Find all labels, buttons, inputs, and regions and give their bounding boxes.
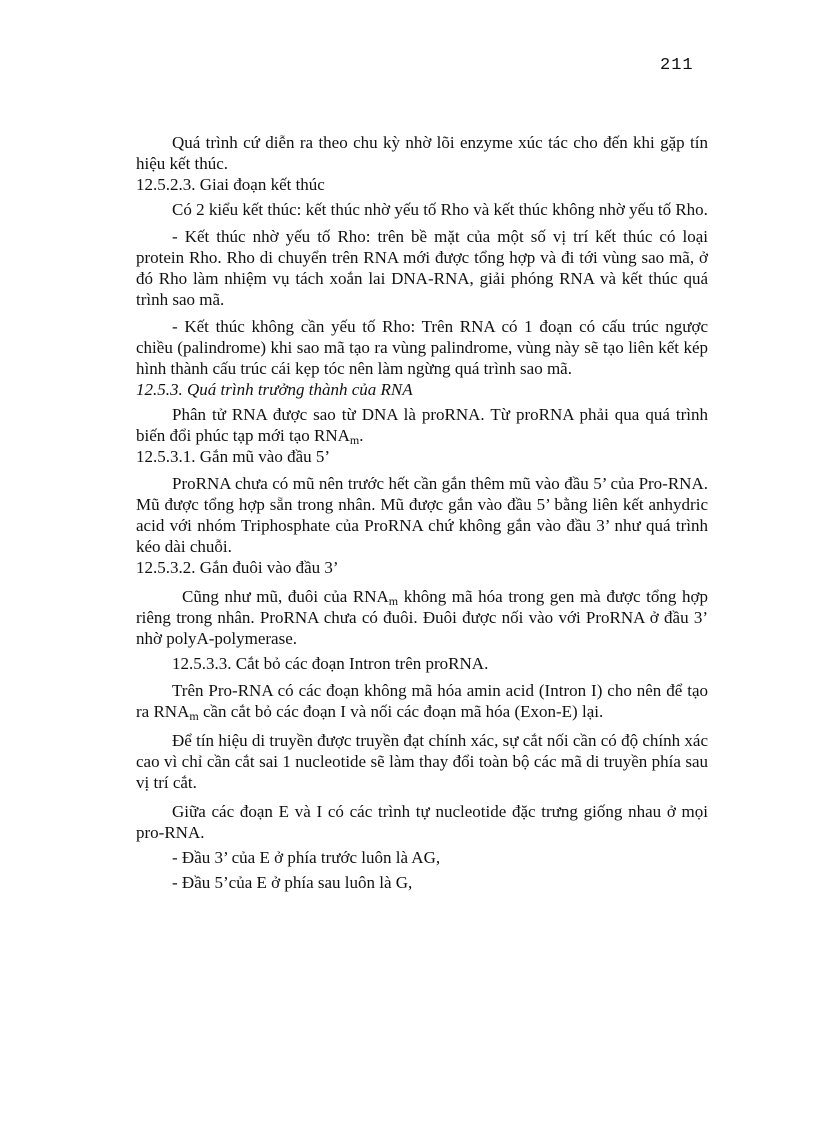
heading-12-5-3-2: 12.5.3.2. Gắn đuôi vào đầu 3’ xyxy=(136,558,339,577)
text-segment: Cũng như mũ, đuôi của RNA xyxy=(182,587,389,606)
paragraph-sequences: Giữa các đoạn E và I có các trình tự nucleotide đặc trưng giống nhau ở mọi pro-RNA. xyxy=(136,802,708,842)
page-body xyxy=(136,132,708,893)
subscript: m xyxy=(388,594,399,608)
paragraph-intron xyxy=(136,680,708,722)
heading-12-5-3-3: 12.5.3.3. Cắt bỏ các đoạn Intron trên proRNA. xyxy=(172,654,489,673)
paragraph-cap: ProRNA chưa có mũ nên trước hết cần gắn thêm mũ vào đầu 5’ của Pro-RNA. Mũ được tổng hợp sẵn trong nhân. Mũ được gắn vào đầu 5’ bằng liên kết anhydric acid với nhóm Triphosphate của ProRNA chứ không gắn vào đầu 3’ như quá trình kéo dài chuỗi. xyxy=(136,474,708,556)
list-item-3-end: - Đầu 3’ của E ở phía trước luôn là AG, xyxy=(172,848,441,867)
list-item-5-end: - Đầu 5’của E ở phía sau luôn là G, xyxy=(172,873,413,892)
paragraph-accuracy: Để tín hiệu di truyền được truyền đạt chính xác, sự cắt nối cần có độ chính xác cao vì chỉ cần cắt sai 1 nucleotide sẽ làm thay đổi toàn bộ các mã di truyền phía sau vị trí cắt. xyxy=(136,731,708,792)
paragraph-rho-dependent: - Kết thúc nhờ yếu tố Rho: trên bề mặt của một số vị trí kết thúc có loại protein Rho. Rho di chuyển trên RNA mới được tổng hợp và đi tới vùng sao mã, ở đó Rho làm nhiệm vụ tách xoắn lai DNA-RNA, giải phóng RNA và kết thúc quá trình sao mã. xyxy=(136,227,708,309)
paragraph-rho-independent: - Kết thúc không cần yếu tố Rho: Trên RNA có 1 đoạn có cấu trúc ngược chiều (palindrome) khi sao mã tạo ra vùng palindrome, vùng này sẽ tạo liên kết kép hình thành cấu trúc cái kẹp tóc nên làm ngừng quá trình sao mã. xyxy=(136,317,708,378)
text-segment: Trên Pro-RNA có các đoạn không mã hóa amin acid (Intron I) cho nên để tạo ra RNA xyxy=(136,681,708,721)
subscript: m xyxy=(349,433,360,447)
paragraph-prorna xyxy=(136,404,708,446)
heading-12-5-3: 12.5.3. Quá trình trưởng thành của RNA xyxy=(136,380,413,399)
text-segment: không mã hóa trong gen mà được tổng hợp riêng trong nhân. ProRNA chưa có đuôi. Đuôi được nối vào với ProRNA ở đầu 3’ nhờ polyA-polymerase. xyxy=(136,587,708,648)
subscript: m xyxy=(189,709,199,723)
text-segment: . xyxy=(359,426,364,445)
paragraph-termination-types: Có 2 kiểu kết thúc: kết thúc nhờ yếu tố Rho và kết thúc không nhờ yếu tố Rho. xyxy=(172,200,708,219)
text-segment: cần cắt bỏ các đoạn I và nối các đoạn mã hóa (Exon-E) lại. xyxy=(198,702,604,721)
page-number: 211 xyxy=(660,56,694,75)
text-segment: Phân tử RNA được sao từ DNA là proRNA. Từ proRNA phải qua quá trình biến đổi phúc tạp mới tạo RNA xyxy=(136,405,708,445)
paragraph-tail xyxy=(136,586,708,649)
heading-12-5-2-3: 12.5.2.3. Giai đoạn kết thúc xyxy=(136,175,325,194)
paragraph-cycle-continues: Quá trình cứ diễn ra theo chu kỳ nhờ lõi enzyme xúc tác cho đến khi gặp tín hiệu kết thúc. xyxy=(136,133,708,173)
heading-12-5-3-1: 12.5.3.1. Gắn mũ vào đầu 5’ xyxy=(136,447,331,466)
